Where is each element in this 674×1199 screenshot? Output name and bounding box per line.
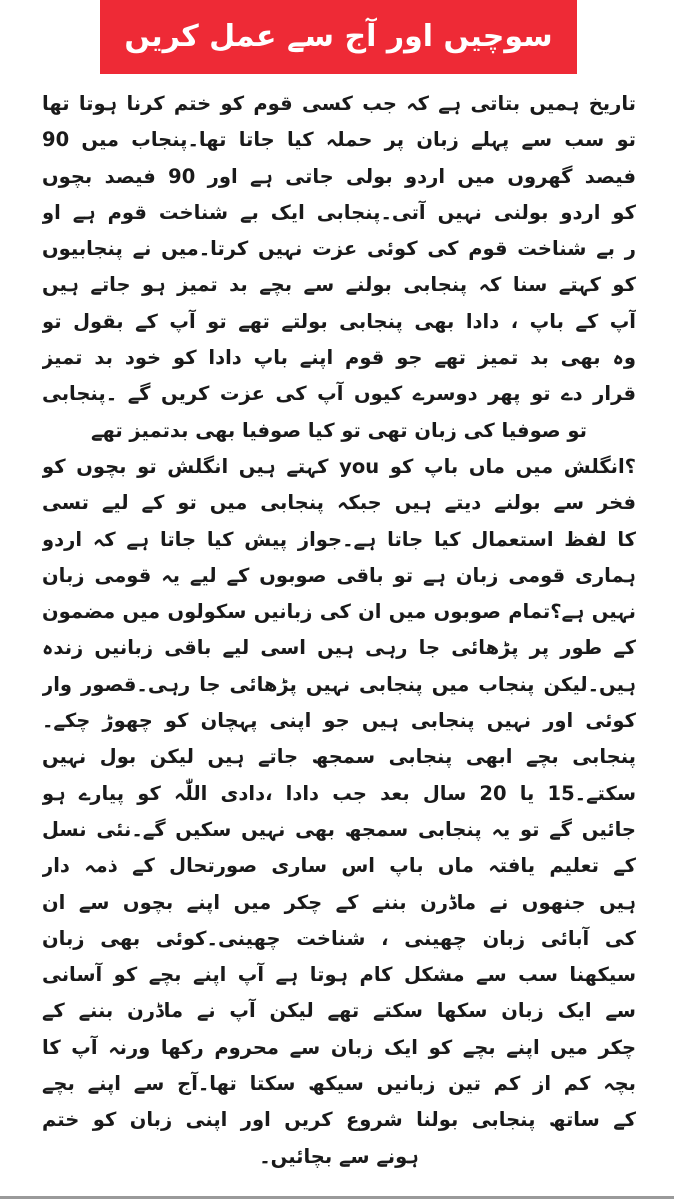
article-line: ہیں جنھوں نے ماڈرن بننے کے چکر میں اپنے بچوں سے ان xyxy=(42,890,636,914)
article-line: بچہ کم از کم تین زبانیں سیکھ سکتا تھا۔آج سے اپنے بچے xyxy=(42,1072,636,1096)
article-line: نہیں ہے؟تمام صوبوں میں ان کی زبانیں سکولوں میں مضمون xyxy=(42,600,636,624)
article-line: قرار دے تو پھر دوسرے کیوں آپ کی عزت کریں گے ۔پنجابی xyxy=(42,382,636,406)
article-line: ر بے شناخت قوم کی کوئی عزت نہیں کرتا۔میں نے پنجابیوں xyxy=(42,237,636,261)
article-line: کوئی اور نہیں پنجابی ہیں جو اپنی پہچان کو چھوڑ چکے۔ xyxy=(42,709,636,733)
article-line: چکر میں اپنے بچے کو ایک زبان سے محروم رکھا ورنہ آپ کا xyxy=(42,1035,636,1059)
article-line: وہ بھی بد تمیز تھے جو قوم اپنے باپ دادا کو خود بد تمیز xyxy=(42,346,636,370)
article-line: آپ کے باپ ، دادا بھی پنجابی بولتے تھے تو آپ کے بقول تو xyxy=(42,309,636,333)
article-line: فیصد گھروں میں اردو بولی جاتی ہے اور 90 فیصد بچوں xyxy=(42,164,636,188)
article-line: ہماری قومی زبان ہے تو باقی صوبوں کے لیے یہ قومی زبان xyxy=(42,563,636,587)
title-banner xyxy=(100,0,577,74)
article-line: فخر سے بولنے دیتے ہیں جبکہ پنجابی میں تو کے لیے تسی xyxy=(42,491,636,515)
article-line: تو صوفیا کی زبان تھی تو کیا صوفیا بھی بدتمیز تھے xyxy=(91,418,587,442)
article-line: کی آبائی زبان چھینی ، شناخت چھینی۔کوئی بھی زبان xyxy=(42,926,636,950)
article-line: کا لفظ استعمال کیا جاتا ہے۔جواز پیش کیا جاتا ہے کہ اردو xyxy=(42,527,636,551)
article-line: کو کہتے سنا کہ پنجابی بولنے سے بچے بد تمیز ہو جاتے ہیں xyxy=(42,273,636,297)
article-line: پنجابی بچے ابھی پنجابی سمجھ جاتے ہیں لیکن بول نہیں xyxy=(42,745,636,769)
article-body xyxy=(42,86,636,1175)
article-line: کو اردو بولنی نہیں آتی۔پنجابی ایک بے شناخت قوم ہے او xyxy=(42,200,636,224)
article-line: ؟انگلش میں ماں باپ کو you کہتے ہیں انگلش تو بچوں کو xyxy=(42,454,636,478)
article-line: سے ایک زبان سکھا سکتے تھے لیکن آپ نے ماڈرن بننے کے xyxy=(42,999,636,1023)
article-line: تاریخ ہمیں بتاتی ہے کہ جب کسی قوم کو ختم کرنا ہوتا تھا xyxy=(42,92,636,115)
article-line: ہونے سے بچائیں۔ xyxy=(259,1144,419,1168)
article-line: ہیں۔لیکن پنجاب میں پنجابی نہیں پڑھائی جا رہی۔قصور وار xyxy=(42,672,636,696)
article-line: تو سب سے پہلے زبان پر حملہ کیا جاتا تھا۔پنجاب میں 90 xyxy=(42,128,636,152)
article-line: کے ساتھ پنجابی بولنا شروع کریں اور اپنی زبان کو ختم xyxy=(42,1108,636,1132)
article-line: جائیں گے تو یہ پنجابی سمجھ بھی نہیں سکیں گے۔نئی نسل xyxy=(42,817,636,841)
article-line: کے طور پر پڑھائی جا رہی ہیں اسی لیے باقی زبانیں زندہ xyxy=(42,636,636,660)
article-line: کے تعلیم یافتہ ماں باپ اس ساری صورتحال کے ذمہ دار xyxy=(42,854,636,878)
page-title: سوچیں اور آج سے عمل کریں xyxy=(124,19,553,54)
article-line: سیکھنا سب سے مشکل کام ہوتا ہے آپ اپنے بچے کو آسانی xyxy=(42,963,636,987)
article-line: سکتے۔15 یا 20 سال بعد جب دادا ،دادی اللّٰہ کو پیارے ہو xyxy=(42,781,636,805)
